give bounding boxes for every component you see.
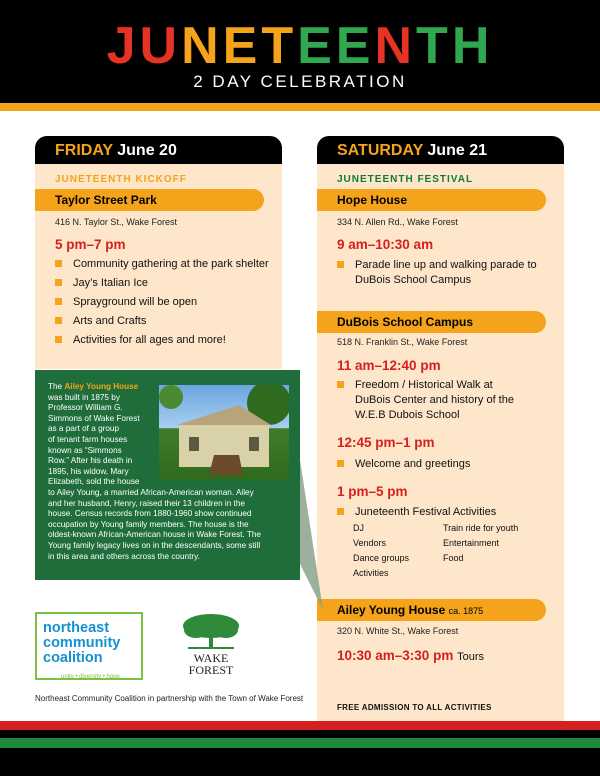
activity-right: Entertainment [443,538,500,548]
footer-stripes [0,721,600,776]
page-subtitle: 2 DAY CELEBRATION [193,72,407,91]
history-line: Row.” After his death in [48,456,133,466]
history-line: oldest-known African-American house in Wake Forest. The [48,530,261,540]
friday-event-type: JUNETEENTH KICKOFF [55,174,187,185]
history-line: to Ailey Young, a married African-American woman. Ailey [48,487,254,497]
friday-date: June 20 [117,142,177,159]
wf-logo-text [178,652,244,676]
ncc-line: coalition [43,650,103,666]
red-stripe [0,721,600,730]
venue-hope-house: Hope House [317,189,546,211]
tour-label: Tours [457,651,484,663]
saturday-date: June 21 [427,142,487,159]
tour-time: 10:30 am–3:30 pm [337,648,454,663]
saturday-time-2: 11 am–12:40 pm [337,358,441,373]
title-letter: J [106,17,140,75]
history-line: Elizabeth, sold the house [48,477,140,487]
history-line: known as “Simmons [48,445,122,455]
ncc-line: northeast [43,620,110,636]
friday-item: Community gathering at the park shelter [55,257,269,272]
history-line: Professor William G. [48,403,123,413]
activity-right: Train ride for youth [443,523,519,533]
ailey-venue-year: ca. 1875 [448,606,484,616]
friday-day: FRIDAY [55,142,113,159]
title-letter: N [374,17,417,75]
history-text [48,382,292,562]
history-line: in this area and others across the country. [48,551,200,561]
ailey-venue-name: Ailey Young House [337,603,446,617]
history-prefix: The [48,382,65,391]
saturday-event-type: JUNETEENTH FESTIVAL [337,174,474,185]
activity-left: DJ [353,523,364,533]
activity-left: Dance groups [353,553,410,563]
friday-item: Arts and Crafts [55,314,146,329]
item-line: Parade line up and walking parade to [355,259,537,271]
wf-line: FOREST [188,663,234,677]
history-line: of tenant farm houses [48,434,128,444]
green-stripe [0,738,600,748]
title-letter: U [139,17,182,75]
item-line: Freedom / Historical Walk at [355,379,493,391]
saturday-day: SATURDAY [337,142,423,159]
black-stripe [0,730,600,738]
history-line: and her husband, Henry, raised their 13 children in the [48,498,245,508]
friday-item: Activities for all ages and more! [55,333,226,348]
activity-left: Activities [353,568,389,578]
ncc-line: community [43,635,121,651]
history-line: Young family legacy lives on in the descendants, some still [48,540,261,550]
free-admission-note: FREE ADMISSION TO ALL ACTIVITIES [337,703,492,712]
ncc-tagline: unity • diversity • hope [61,674,120,680]
saturday-item-3: Welcome and greetings [337,457,470,472]
title-letter: E [335,17,375,75]
item-line: DuBois School Campus [355,274,472,286]
venue-taylor-street-park: Taylor Street Park [35,189,264,211]
history-line [48,382,292,393]
history-line: was built in 1875 by [48,392,120,402]
item-line: DuBois Center and history of the [355,394,514,406]
northeast-community-coalition-logo [35,612,143,680]
history-line: house. Census records from 1880-1960 show continued [48,509,252,519]
history-line: 1895, his widow, Mary [48,466,129,476]
title-letter: N [181,17,223,75]
saturday-time-4: 1 pm–5 pm [337,484,408,499]
hope-house-address: 334 N. Allen Rd., Wake Forest [337,217,458,227]
history-line: Simmons of Wake Forest [48,413,140,423]
saturday-time-3: 12:45 pm–1 pm [337,435,435,450]
wake-forest-logo [178,612,244,680]
saturday-time-1: 9 am–10:30 am [337,237,434,252]
friday-item: Jay’s Italian Ice [55,276,148,291]
taylor-address: 416 N. Taylor St., Wake Forest [55,217,178,227]
activity-left: Vendors [353,538,387,548]
history-highlight: Ailey Young House [64,382,139,391]
history-line: occupation by Young family members. The house is the [48,519,249,529]
title-letter: T [261,17,298,75]
partnership-credit: Northeast Community Coalition in partnership with the Town of Wake Forest [35,694,304,703]
wf-line: WAKE [193,651,229,665]
ailey-address: 320 N. White St., Wake Forest [337,626,459,636]
item-line: W.E.B Dubois School [355,409,460,421]
friday-time: 5 pm–7 pm [55,237,126,252]
ncc-logo-text [43,621,120,666]
friday-item: Sprayground will be open [55,295,197,310]
tree-icon [178,612,244,652]
title-letter: E [222,17,262,75]
saturday-item-4: Juneteenth Festival Activities [337,505,496,520]
bottom-black-stripe [0,748,600,776]
dubois-address: 518 N. Franklin St., Wake Forest [337,337,468,347]
title-letter: T [416,17,452,75]
history-box [35,370,300,580]
history-line: as a part of a group [48,424,120,434]
venue-dubois-school-campus: DuBois School Campus [317,311,546,333]
title-letter: H [451,17,494,75]
activity-right: Food [443,553,464,563]
title-letter: E [297,17,336,75]
